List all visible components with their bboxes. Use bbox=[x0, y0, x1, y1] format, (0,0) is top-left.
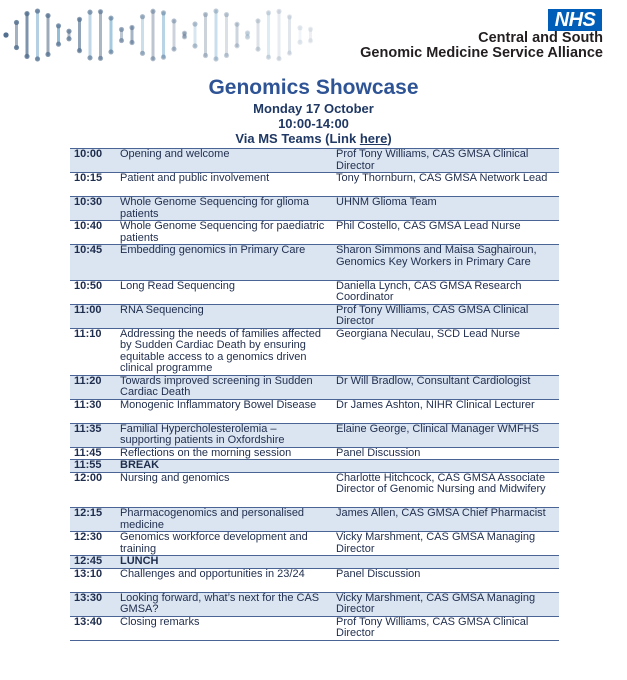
dna-node bbox=[192, 43, 197, 48]
agenda-session: Addressing the needs of families affected by Sudden Cardiac Death by ensuring equitable access to a genomics driven clinical programme bbox=[117, 328, 333, 375]
agenda-speaker: Georgiana Neculau, SCD Lead Nurse bbox=[333, 328, 559, 375]
agenda-row bbox=[70, 616, 559, 640]
agenda-speaker: Sharon Simmons and Maisa Saghairoun, Genomics Key Workers in Primary Care bbox=[333, 245, 559, 281]
dna-node bbox=[297, 25, 302, 30]
agenda-time: 11:30 bbox=[70, 399, 117, 423]
event-venue bbox=[0, 131, 627, 146]
agenda-time: 10:30 bbox=[70, 197, 117, 221]
dna-node bbox=[66, 29, 71, 34]
dna-node bbox=[213, 56, 218, 61]
dna-node bbox=[287, 51, 292, 56]
agenda-session: Reflections on the morning session bbox=[117, 447, 333, 460]
dna-node bbox=[119, 38, 124, 43]
dna-node bbox=[182, 31, 187, 36]
dna-node bbox=[224, 12, 229, 17]
agenda-session: BREAK bbox=[117, 460, 333, 473]
agenda-session: Genomics workforce development and training bbox=[117, 532, 333, 556]
agenda-time: 13:10 bbox=[70, 568, 117, 592]
agenda-row bbox=[70, 508, 559, 532]
agenda-session: Challenges and opportunities in 23/24 bbox=[117, 568, 333, 592]
agenda-row bbox=[70, 149, 559, 173]
agenda-speaker: Prof Tony Williams, CAS GMSA Clinical Director bbox=[333, 149, 559, 173]
agenda-speaker: Prof Tony Williams, CAS GMSA Clinical Director bbox=[333, 616, 559, 640]
agenda-session: Nursing and genomics bbox=[117, 472, 333, 508]
dna-node bbox=[98, 56, 103, 61]
agenda-speaker: Dr Will Bradlow, Consultant Cardiologist bbox=[333, 375, 559, 399]
agenda-speaker: Dr James Ashton, NIHR Clinical Lecturer bbox=[333, 399, 559, 423]
dna-node bbox=[308, 38, 313, 43]
agenda-row bbox=[70, 375, 559, 399]
dna-node bbox=[255, 18, 260, 23]
agenda-session: Opening and welcome bbox=[117, 149, 333, 173]
agenda-speaker: Panel Discussion bbox=[333, 568, 559, 592]
agenda-row bbox=[70, 173, 559, 197]
org-line-1: Central and South bbox=[478, 30, 603, 46]
dna-node bbox=[266, 10, 271, 15]
nhs-logo: NHS bbox=[548, 9, 602, 31]
dna-node bbox=[35, 8, 40, 13]
agenda-speaker bbox=[333, 556, 559, 569]
dna-node bbox=[203, 12, 208, 17]
agenda-session: Monogenic Inflammatory Bowel Disease bbox=[117, 399, 333, 423]
dna-node bbox=[45, 52, 50, 57]
event-time: 10:00-14:00 bbox=[278, 116, 349, 131]
agenda-session: Embedding genomics in Primary Care bbox=[117, 245, 333, 281]
dna-node bbox=[213, 8, 218, 13]
dna-node bbox=[224, 53, 229, 58]
dna-node bbox=[203, 53, 208, 58]
agenda-speaker: Elaine George, Clinical Manager WMFHS bbox=[333, 423, 559, 447]
agenda-row bbox=[70, 221, 559, 245]
agenda-row bbox=[70, 280, 559, 304]
dna-node bbox=[150, 56, 155, 61]
dna-node bbox=[129, 40, 134, 45]
agenda-time: 12:00 bbox=[70, 472, 117, 508]
organisation-name bbox=[360, 31, 603, 61]
agenda-time: 11:45 bbox=[70, 447, 117, 460]
agenda-time: 11:35 bbox=[70, 423, 117, 447]
agenda-session: Whole Genome Sequencing for paediatric patients bbox=[117, 221, 333, 245]
agenda-time: 12:45 bbox=[70, 556, 117, 569]
agenda-time: 10:15 bbox=[70, 173, 117, 197]
agenda-time: 12:15 bbox=[70, 508, 117, 532]
event-title: Genomics Showcase bbox=[208, 76, 419, 99]
dna-node bbox=[24, 11, 29, 16]
dna-node bbox=[87, 55, 92, 60]
agenda-session: Long Read Sequencing bbox=[117, 280, 333, 304]
dna-node bbox=[308, 27, 313, 32]
agenda-session: Patient and public involvement bbox=[117, 173, 333, 197]
dna-node bbox=[171, 18, 176, 23]
agenda-row bbox=[70, 460, 559, 473]
dna-node bbox=[161, 55, 166, 60]
agenda-row bbox=[70, 245, 559, 281]
dna-node bbox=[56, 42, 61, 47]
agenda-session: Whole Genome Sequencing for glioma patients bbox=[117, 197, 333, 221]
dna-node bbox=[108, 49, 113, 54]
venue-prefix: Via MS Teams (Link bbox=[235, 131, 360, 146]
dna-node bbox=[14, 45, 19, 50]
dna-node bbox=[66, 36, 71, 41]
agenda-speaker: Panel Discussion bbox=[333, 447, 559, 460]
agenda-session: Familial Hypercholesterolemia – supporting patients in Oxfordshire bbox=[117, 423, 333, 447]
dna-node bbox=[98, 9, 103, 14]
agenda-row bbox=[70, 304, 559, 328]
dna-node bbox=[287, 14, 292, 19]
dna-node bbox=[45, 13, 50, 18]
agenda-speaker: Vicky Marshment, CAS GMSA Managing Director bbox=[333, 592, 559, 616]
agenda-session: Looking forward, what’s next for the CAS GMSA? bbox=[117, 592, 333, 616]
agenda-table bbox=[70, 148, 559, 641]
dna-node bbox=[234, 43, 239, 48]
dna-node bbox=[297, 40, 302, 45]
agenda-speaker bbox=[333, 460, 559, 473]
dna-node bbox=[119, 27, 124, 32]
agenda-time: 13:40 bbox=[70, 616, 117, 640]
dna-node bbox=[234, 22, 239, 27]
agenda-session: Towards improved screening in Sudden Cardiac Death bbox=[117, 375, 333, 399]
venue-suffix: ) bbox=[387, 131, 392, 146]
event-date: Monday 17 October bbox=[253, 101, 374, 116]
agenda-row bbox=[70, 568, 559, 592]
agenda-row bbox=[70, 197, 559, 221]
dna-node bbox=[245, 30, 250, 35]
agenda-row bbox=[70, 472, 559, 508]
agenda-row bbox=[70, 328, 559, 375]
agenda-time: 11:20 bbox=[70, 375, 117, 399]
dna-node bbox=[192, 21, 197, 26]
agenda-row bbox=[70, 532, 559, 556]
dna-node bbox=[150, 9, 155, 14]
org-line-2: Genomic Medicine Service Alliance bbox=[360, 45, 603, 61]
teams-link[interactable]: here bbox=[359, 131, 388, 146]
agenda-time: 12:30 bbox=[70, 532, 117, 556]
dna-node bbox=[129, 25, 134, 30]
dna-node bbox=[266, 55, 271, 60]
dna-node bbox=[140, 14, 145, 19]
agenda-time: 11:00 bbox=[70, 304, 117, 328]
dna-node bbox=[14, 20, 19, 25]
dna-node bbox=[35, 56, 40, 61]
dna-node bbox=[3, 32, 8, 37]
dna-node bbox=[276, 9, 281, 14]
agenda-session: Closing remarks bbox=[117, 616, 333, 640]
agenda-speaker: UHNM Glioma Team bbox=[333, 197, 559, 221]
agenda-time: 10:00 bbox=[70, 149, 117, 173]
agenda-time: 10:45 bbox=[70, 245, 117, 281]
dna-node bbox=[24, 54, 29, 59]
agenda-row bbox=[70, 592, 559, 616]
agenda-speaker: Phil Costello, CAS GMSA Lead Nurse bbox=[333, 221, 559, 245]
agenda-speaker: Charlotte Hitchcock, CAS GMSA Associate Director of Genomic Nursing and Midwifery bbox=[333, 472, 559, 508]
dna-node bbox=[276, 56, 281, 61]
agenda-session: Pharmacogenomics and personalised medicine bbox=[117, 508, 333, 532]
dna-node bbox=[140, 51, 145, 56]
agenda-row bbox=[70, 423, 559, 447]
agenda-row bbox=[70, 399, 559, 423]
agenda-time: 10:40 bbox=[70, 221, 117, 245]
dna-node bbox=[56, 23, 61, 28]
dna-node bbox=[161, 10, 166, 15]
agenda-speaker: Daniella Lynch, CAS GMSA Research Coordinator bbox=[333, 280, 559, 304]
agenda-row bbox=[70, 556, 559, 569]
dna-node bbox=[255, 47, 260, 52]
dna-node bbox=[87, 10, 92, 15]
agenda-speaker: Tony Thornburn, CAS GMSA Network Lead bbox=[333, 173, 559, 197]
dna-node bbox=[77, 48, 82, 53]
agenda-time: 11:55 bbox=[70, 460, 117, 473]
agenda-speaker: Vicky Marshment, CAS GMSA Managing Director bbox=[333, 532, 559, 556]
dna-node bbox=[77, 17, 82, 22]
dna-node bbox=[171, 46, 176, 51]
dna-helix-graphic bbox=[0, 0, 330, 70]
agenda-speaker: Prof Tony Williams, CAS GMSA Clinical Director bbox=[333, 304, 559, 328]
agenda-time: 13:30 bbox=[70, 592, 117, 616]
agenda-session: LUNCH bbox=[117, 556, 333, 569]
agenda-speaker: James Allen, CAS GMSA Chief Pharmacist bbox=[333, 508, 559, 532]
agenda-time: 11:10 bbox=[70, 328, 117, 375]
dna-node bbox=[108, 15, 113, 20]
agenda-row bbox=[70, 447, 559, 460]
agenda-time: 10:50 bbox=[70, 280, 117, 304]
agenda-session: RNA Sequencing bbox=[117, 304, 333, 328]
